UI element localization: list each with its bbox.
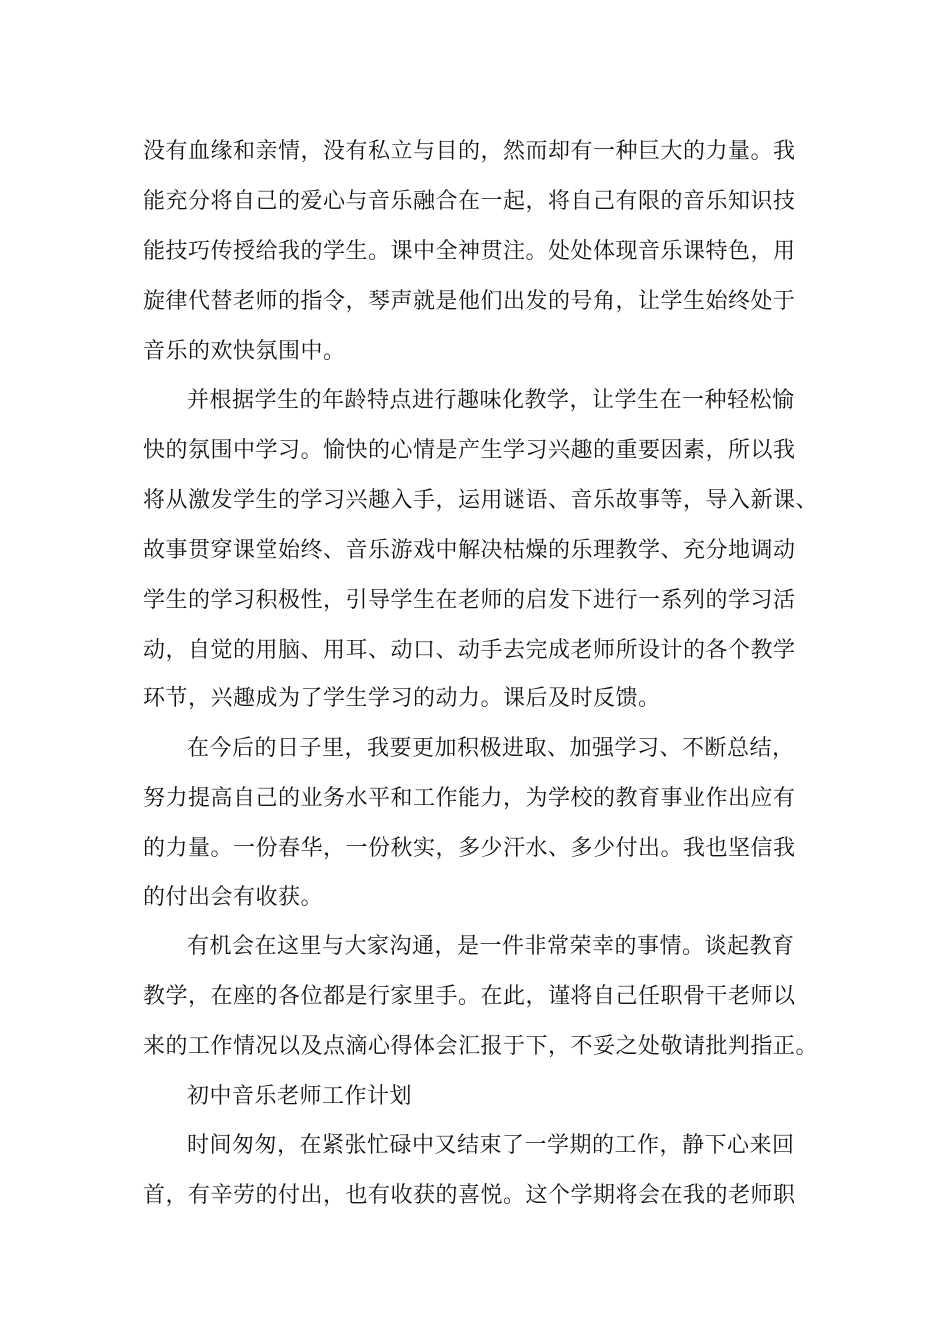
paragraph-first-line: 在今后的日子里，我要更加积极进取、加强学习、不断总结， <box>187 736 795 761</box>
text-line: 来的工作情况以及点滴心得体会汇报于下，不妥之处敬请批判指正。 <box>143 1034 819 1059</box>
paragraph-first-line: 时间匆匆，在紧张忙碌中又结束了一学期的工作，静下心来回 <box>187 1133 795 1158</box>
text-line: 将从激发学生的学习兴趣入手，运用谜语、音乐故事等，导入新课、 <box>143 488 819 513</box>
text-line: 首，有辛劳的付出，也有收获的喜悦。这个学期将会在我的老师职 <box>143 1183 796 1208</box>
text-line: 的力量。一份春华，一份秋实，多少汗水、多少付出。我也坚信我 <box>143 836 796 861</box>
paragraph-first-line: 并根据学生的年龄特点进行趣味化教学，让学生在一种轻松愉 <box>187 388 795 413</box>
text-line: 环节，兴趣成为了学生学习的动力。课后及时反馈。 <box>143 686 661 711</box>
paragraph-first-line: 有机会在这里与大家沟通，是一件非常荣幸的事情。谈起教育 <box>187 934 795 959</box>
text-line: 音乐的欢快氛围中。 <box>143 339 346 364</box>
text-line: 故事贯穿课堂始终、音乐游戏中解决枯燥的乐理教学、充分地调动 <box>143 538 796 563</box>
text-line: 能技巧传授给我的学生。课中全神贯注。处处体现音乐课特色，用 <box>143 239 796 264</box>
text-line: 能充分将自己的爱心与音乐融合在一起，将自己有限的音乐知识技 <box>143 189 796 214</box>
section-title: 初中音乐老师工作计划 <box>187 1084 413 1109</box>
text-line: 努力提高自己的业务水平和工作能力，为学校的教育事业作出应有 <box>143 786 796 811</box>
text-line: 教学，在座的各位都是行家里手。在此，谨将自己任职骨干老师以 <box>143 984 796 1009</box>
text-line: 学生的学习积极性，引导学生在老师的启发下进行一系列的学习活 <box>143 588 796 613</box>
text-line: 的付出会有收获。 <box>143 885 324 910</box>
text-line: 快的氛围中学习。愉快的心情是产生学习兴趣的重要因素，所以我 <box>143 438 796 463</box>
text-line: 动，自觉的用脑、用耳、动口、动手去完成老师所设计的各个教学 <box>143 638 796 663</box>
text-line: 没有血缘和亲情，没有私立与目的，然而却有一种巨大的力量。我 <box>143 139 796 164</box>
text-line: 旋律代替老师的指令，琴声就是他们出发的号角，让学生始终处于 <box>143 289 796 314</box>
